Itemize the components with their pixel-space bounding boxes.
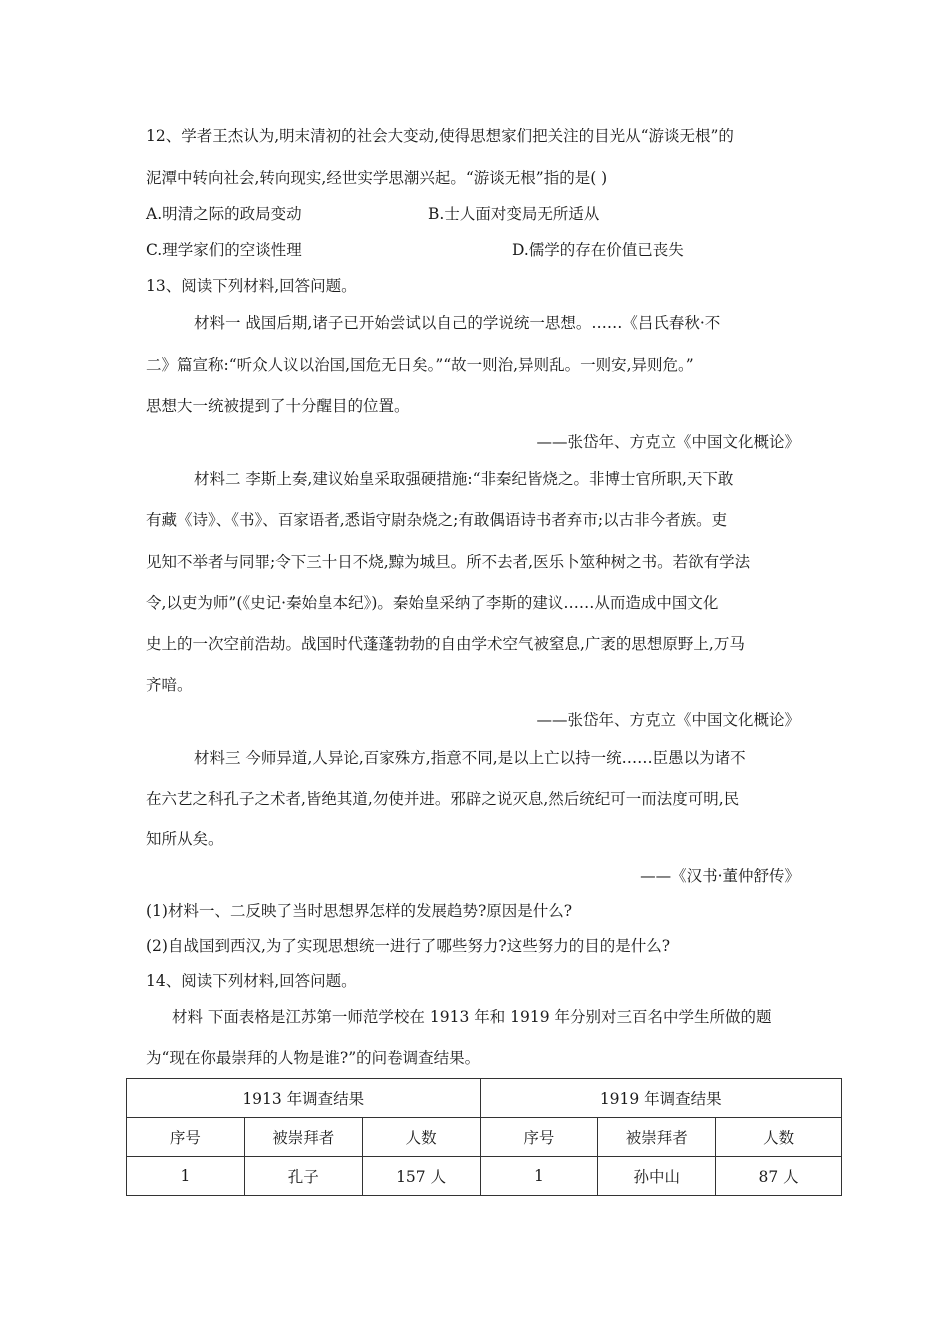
material-1-line-1: 材料一 战国后期,诸子已开始尝试以自己的学说统一思想。……《吕氏春秋·不: [194, 314, 721, 332]
material-2-line-4: 令,以吏为师”(《史记·秦始皇本纪》)。秦始皇采纳了李斯的建议……从而造成中国文化: [146, 594, 719, 612]
column-number: 序号: [127, 1118, 245, 1157]
q12-option-b: B.士人面对变局无所适从: [428, 205, 600, 223]
q12-option-a: A.明清之际的政局变动: [146, 205, 302, 223]
material-3-line-1: 材料三 今师异道,人异论,百家殊方,指意不同,是以上亡以持一统……臣愚以为诸不: [194, 749, 746, 767]
column-person: 被崇拜者: [244, 1118, 362, 1157]
material-2-line-3: 见知不举者与同罪;令下三十日不烧,黥为城旦。所不去者,医乐卜筮种树之书。若欲有学法: [146, 553, 751, 571]
material-3-line-2: 在六艺之科孔子之术者,皆绝其道,勿使并进。邪辟之说灭息,然后统纪可一而法度可明,民: [146, 790, 740, 808]
survey-table: [126, 1078, 842, 1196]
material-1-line-3: 思想大一统被提到了十分醒目的位置。: [146, 397, 410, 415]
material-3-line-3: 知所从矣。: [146, 830, 224, 848]
q12-line-2: 泥潭中转向社会,转向现实,经世实学思潮兴起。“游谈无根”指的是( ): [146, 169, 608, 187]
material-2-line-2: 有藏《诗》、《书》、百家语者,悉诣守尉杂烧之;有敢偶语诗书者弃市;以古非今者族。吏: [146, 511, 728, 529]
material-1-source: ——张岱年、方克立《中国文化概论》: [536, 433, 800, 451]
header-1913: 1913 年调查结果: [127, 1079, 481, 1118]
cell-number: 1: [127, 1157, 245, 1196]
q14-material-line-1: 材料 下面表格是江苏第一师范学校在 1913 年和 1919 年分别对三百名中学生所做的题: [172, 1008, 772, 1026]
table-column-row: [127, 1118, 842, 1157]
cell-count: 157 人: [362, 1157, 480, 1196]
material-3-source: ——《汉书·董仲舒传》: [640, 867, 800, 885]
material-2-line-5: 史上的一次空前浩劫。战国时代蓬蓬勃勃的自由学术空气被窒息,广袤的思想原野上,万马: [146, 635, 745, 653]
material-2-line-6: 齐喑。: [146, 676, 193, 694]
material-2-line-1: 材料二 李斯上奏,建议始皇采取强硬措施:“非秦纪皆烧之。非博士官所职,天下敢: [194, 470, 734, 488]
material-2-source: ——张岱年、方克立《中国文化概论》: [536, 711, 800, 729]
q12-option-c: C.理学家们的空谈性理: [146, 241, 302, 259]
q13-subquestion-1: (1)材料一、二反映了当时思想界怎样的发展趋势?原因是什么?: [146, 902, 573, 920]
column-count: 人数: [362, 1118, 480, 1157]
cell-person: 孔子: [244, 1157, 362, 1196]
q13-title: 13、阅读下列材料,回答问题。: [146, 277, 357, 295]
table-header-row: [127, 1079, 842, 1118]
column-person: 被崇拜者: [598, 1118, 716, 1157]
column-count: 人数: [716, 1118, 842, 1157]
material-1-line-2: 二》篇宣称:“听众人议以治国,国危无日矣。”“故一则治,异则乱。一则安,异则危。”: [146, 356, 694, 374]
q12-line-1: 12、学者王杰认为,明末清初的社会大变动,使得思想家们把关注的目光从“游谈无根”的: [146, 127, 734, 145]
cell-count: 87 人: [716, 1157, 842, 1196]
q14-material-line-2: 为“现在你最崇拜的人物是谁?”的问卷调查结果。: [146, 1049, 481, 1067]
header-1919: 1919 年调查结果: [480, 1079, 842, 1118]
q14-title: 14、阅读下列材料,回答问题。: [146, 972, 357, 990]
column-number: 序号: [480, 1118, 598, 1157]
q12-option-d: D.儒学的存在价值已丧失: [512, 241, 684, 259]
table-row: [127, 1157, 842, 1196]
cell-number: 1: [480, 1157, 598, 1196]
cell-person: 孙中山: [598, 1157, 716, 1196]
q13-subquestion-2: (2)自战国到西汉,为了实现思想统一进行了哪些努力?这些努力的目的是什么?: [146, 937, 671, 955]
